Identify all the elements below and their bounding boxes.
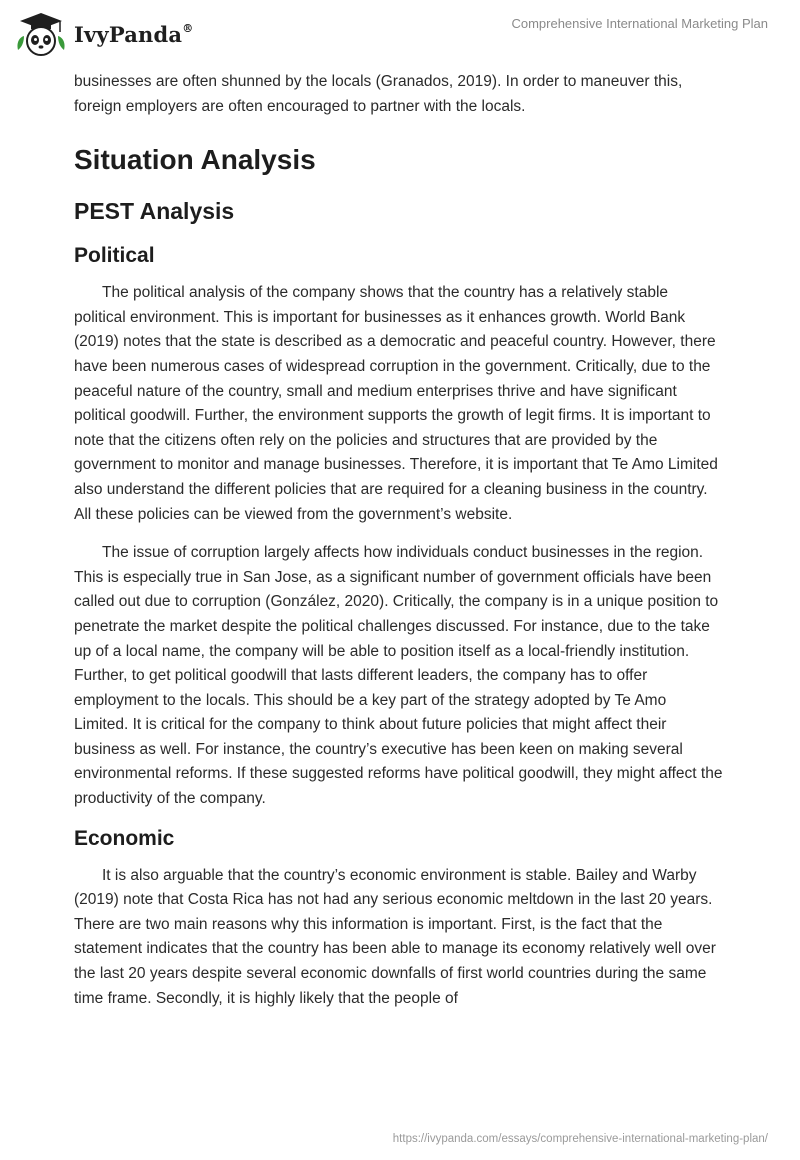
- document-title: Comprehensive International Marketing Plan: [511, 16, 768, 31]
- page-header: [0, 0, 800, 70]
- brand-name: IvyPanda®: [74, 21, 194, 47]
- article-body: [74, 70, 724, 1025]
- political-paragraph-2: The issue of corruption largely affects how individuals conduct businesses in the region. This is especially true in San Jose, as a significant number of government officials have been called out due to corruption (González, 2020). Critically, the company is in a unique position to penetrate the market despite the political challenges discussed. For instance, due to the take up of a local name, the company will be able to position itself as a local-friendly institution. Further, to get political goodwill that lasts different leaders, the company has to offer employment to the locals. This should be a key part of the strategy adopted by Te Amo Limited. It is critical for the company to think about future policies that might affect their business as well. For instance, the country’s executive has been keen on making several environmental reforms. If these suggested reforms have political goodwill, they might affect the productivity of the company.: [74, 544, 723, 808]
- heading-situation-analysis: Situation Analysis: [74, 144, 316, 176]
- political-paragraph-1: The political analysis of the company shows that the country has a relatively stable political environment. This is important for businesses as it enhances growth. World Bank (2019) notes that the state is described as a democratic and peaceful country. However, there have been numerous cases of widespread corruption in the government. Critically, due to the peaceful nature of the country, small and medium enterprises thrive and have significant political goodwill. Further, the environment supports the growth of legit firms. It is important to note that the citizens often rely on the policies and structures that are provided by the government to monitor and manage businesses. Therefore, it is important that Te Amo Limited also understand the different policies that are required for a cleaning business in the country. All these policies can be viewed from the government’s website.: [74, 284, 718, 523]
- panda-graduate-icon: [14, 10, 68, 58]
- economic-paragraph-1: It is also arguable that the country’s economic environment is stable. Bailey and Warby (2019) note that Costa Rica has not had any serious economic meltdown in the last 20 years. There are two main reasons why this information is important. First, is the fact that the statement indicates that the country has been able to manage its economy relatively well over the last 20 years despite several economic downfalls of first world countries during the same time frame. Secondly, it is highly likely that the people of: [74, 866, 716, 1007]
- intro-paragraph: businesses are often shunned by the locals (Granados, 2019). In order to maneuver this, foreign employers are often encouraged to partner with the locals.: [74, 73, 683, 115]
- ivypanda-logo[interactable]: [14, 8, 193, 60]
- heading-pest-analysis: PEST Analysis: [74, 198, 235, 225]
- source-url-link[interactable]: https://ivypanda.com/essays/comprehensive-international-marketing-plan/: [392, 1133, 768, 1145]
- heading-political: Political: [74, 244, 155, 268]
- heading-economic: Economic: [74, 826, 175, 850]
